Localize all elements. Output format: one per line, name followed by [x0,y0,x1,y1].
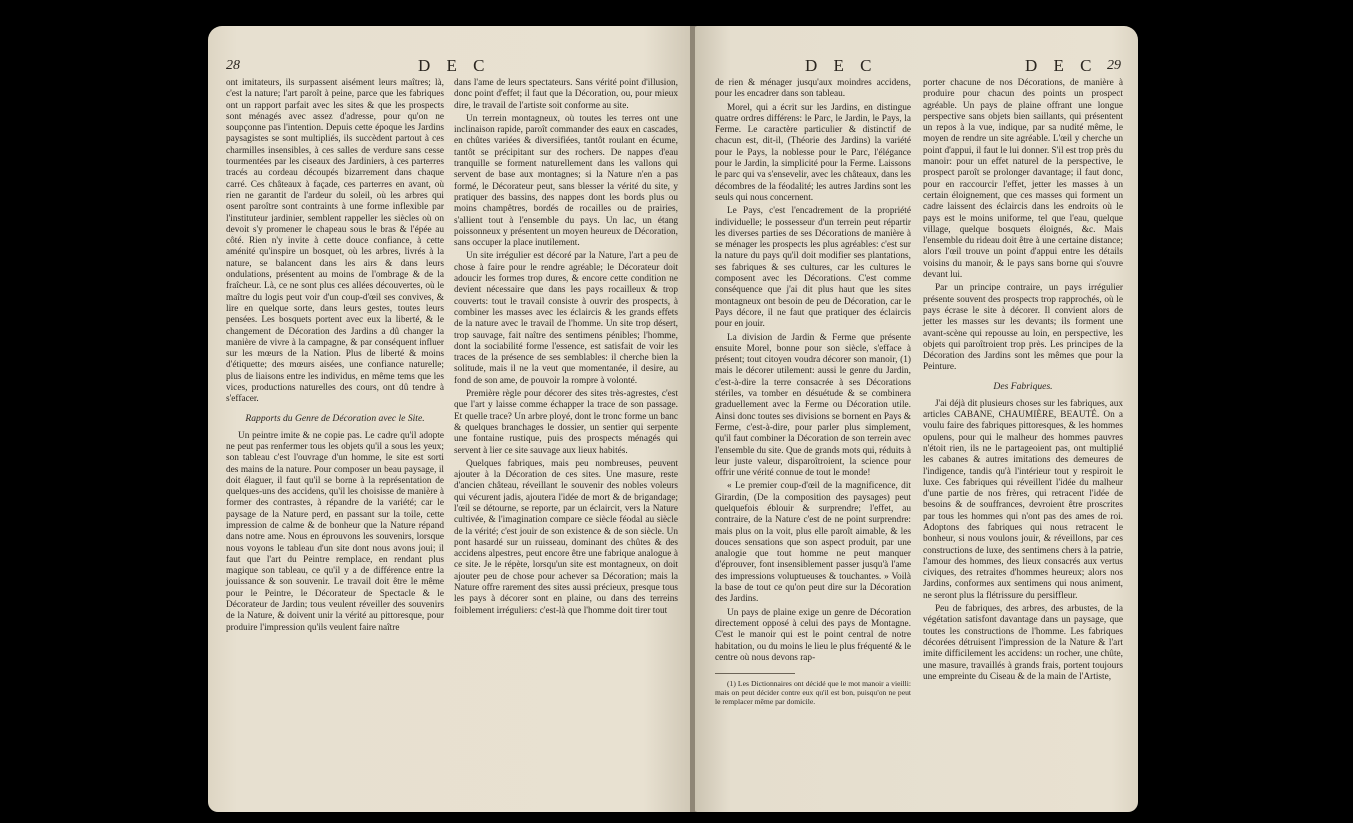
paragraph: Un site irrégulier est décoré par la Nature, l'art a peu de chose à faire pour le rendre agréable; le Décorateur doit adoucir les formes trop dures, & encore cette condition ne devient nécessaire que dans les pays rocailleux & trop couverts: tout le travail consiste à ouvrir des prospects, à combiner les masses avec les éclaircis & les grands effets de la nature avec le travail de l'homme. Un site trop désert, trop sauvage, fait naître des sentimens pénibles; l'homme, dont la sociabilité forme l'essence, est satisfait de voir les traces de la présence de ses semblables: il cherche bien la solitude, mais il ne la veut que momentanée, il desire, au fond de son ame, de pouvoir la rompre à volonté. [454,251,678,386]
paragraph: Première règle pour décorer des sites très-agrestes, c'est que l'art y laisse comme échapper la trace de son passage. Et quelle trace? Un arbre ployé, dont le tronc forme un banc & quelques branchages le dossier, un sentier qui serpente une fontaine rustique, puis des prospects ménagés qui servent à lier ce site sauvage aux lieux habités. [454,389,678,456]
paragraph: La division de Jardin & Ferme que présente ensuite Morel, bonne pour son siècle, s'efface à présent; tout citoyen voudra décorer son manoir, (1) mais le décorer utilement: aussi le genre du Jardin, c'est-à-dire la terre consacrée à ses Décorations stériles, va tomber en désuétude & se combinera graduellement avec la Ferme ou Décoration utile. Ainsi donc toutes ses divisions se bornent en Pays & Ferme, c'est-à-dire, pour parler plus simplement, qu'il faut combiner la Décoration de son terrein avec l'ensemble du site. Que de grands mots qui, réduits à leur juste valeur, disparoîtroient, la science pour offrir une vérité connue de tout le monde! [715,332,911,479]
paragraph: Le Pays, c'est l'encadrement de la propriété individuelle; le possesseur d'un terrein peut répartir les diverses parties de ses Décorations de manière à se ménager les prospects les plus agréables: c'est sur la nature du pays qu'il doit modifier ses plantations, ses fabriques & ses cultures, car les cultures le composent avec les Décorations. C'est comme conséquence que j'ai dit plus haut que les sites montagneux ont besoin de peu de Décoration, car le Pays décore, il ne faut que pratiquer des éclaircis pour en jouir. [715,206,911,330]
paragraph: Un terrein montagneux, où toutes les terres ont une inclinaison rapide, paroît commander des eaux en cascades, en chûtes variées & diversifiées, tantôt roulant en écume, tantôt se précipitant sur des rochers. De nappes d'eau tranquille se forment naturellement dans les vallons qui servent de base aux montagnes; si la Nature n'en a pas formé, le Décorateur peut, sans blesser la vérité du site, y pratiquer des bassins, des nappes dont les bords plus ou moins champêtres, bordés de rocailles ou de prairies, s'allient tout à l'ensemble du pays. Un lac, un étang poissonneux y présentent un moyen heureux de Décoration, sans occuper la place inutilement. [454,113,678,249]
footnote: (1) Les Dictionnaires ont décidé que le mot manoir a vieilli: mais on peut décider contre eux qu'il est bon, puisqu'on ne peut le remplacer même par domicile. [715,679,911,707]
right-page [695,26,1138,812]
left-column-b [454,78,678,619]
paragraph: Par un principe contraire, un pays irrégulier présente souvent des prospects trop rapprochés, où le pays écrase le site à décorer. Il convient alors de jetter les masses sur les devants; ils forment une avant-scène qui repousse au loin, en perspective, les objets qui paroîtroient trop près. Les principes de la Décoration des Jardins sont les mêmes que pour la Peinture. [923,283,1123,373]
right-column-a [715,78,911,708]
left-page [208,26,692,812]
paragraph: J'ai déjà dit plusieurs choses sur les fabriques, aux articles CABANE, CHAUMIÈRE, BEAUTÉ. On a voulu faire des fabriques pittoresques, & les hommes opulens, pour qui le malheur des hommes pauvres n'étoit rien, ils ne le partageoient pas, ont multiplié les cabanes & autres imitations des demeures de l'indigence, tandis qu'à l'intérieur tout y respiroit le luxe. Ces fabriques qui réveillent l'idée du malheur d'une partie de nos frères, qui retracent l'idée de besoins & de souffrances, devroient être proscrites par tous les hommes qui n'ont pas des ames de roi. Adoptons des fabriques qui nous retracent le bonheur, si nous voulons jouir, & réveillons, par ces constructions de luxe, des sentimens chers à la patrie, l'amour des hommes, des lieux consacrés aux vertus civiques, des retraites d'hommes heureux; alors nos Jardins, conformes aux sentimens qui nous animent, ne seront plus la flétrissure du persiffleur. [923,398,1123,601]
paragraph: Un pays de plaine exige un genre de Décoration directement opposé à celui des pays de Montagne. C'est le manoir qui est le point central de notre habitation, ou du moins le lieu le plus fréquenté & le centre où nous devons rap- [715,607,911,663]
page-number: 28 [226,58,240,73]
right-column-b [923,78,1123,685]
paragraph: dans l'ame de leurs spectateurs. Sans vérité point d'illusion, donc point d'effet; il faut que la Décoration, ou, pour mieux dire, le travail de l'artiste soit conforme au site. [454,78,678,111]
footnote-rule [715,673,795,674]
section-heading: Des Fabriques. [993,380,1053,392]
running-header: D E C [805,56,878,75]
book-spread [208,26,1138,812]
running-header: D E C [418,56,491,75]
paragraph: « Le premier coup-d'œil de la magnificence, dit Girardin, (De la composition des paysages) peut quelquefois éblouir & surprendre; l'effet, au contraire, de la Nature c'est de ne point surprendre: mais plus on la voit, plus elle paroît aimable, & les douces sensations que son aspect produit, par une analogie que tout homme ne peut manquer d'éprouver, font insensiblement passer jusqu'à l'ame des impressions voluptueuses & touchantes. » Voilà la base de tout ce qu'on peut dire sur la Décoration des Jardins. [715,481,911,605]
paragraph: Morel, qui a écrit sur les Jardins, en distingue quatre ordres différens: le Parc, le Jardin, le Pays, la Ferme. Le caractère particulier & distinctif de chacun est, dit-il, (Théorie des Jardins) la variété pour le Pays, la noblesse pour le Parc, l'élégance pour le Jardin, la simplicité pour la Ferme. Laissons le parc qui va s'ensevelir, avec les châteaux, dans les décombres de la féodalité; les autres Jardins sont les seuls qui nous concernent. [715,102,911,203]
page-number: 29 [1107,58,1121,73]
running-header: D E C [1025,56,1098,75]
paragraph: porter chacune de nos Décorations, de manière à produire pour chacun des points un prospect agréable. Un pays de plaine offrant une longue perspective sans objets bien saillants, qui présentent un repos à la vue, indique, par sa nudité même, le moyen de rendre un site agréable. L'œil y cherche un point d'appui, il faut le lui donner. S'il est trop près du manoir: pour un effet naturel de la perspective, le prospect paroît se prolonger davantage; il faut donc, pour en raccourcir l'effet, jetter les masses à un certain éloignement, que ces masses qui forment un cadre laissent des éclaircis dans les endroits où le pays est le moins uniforme, tel que l'eau, quelque village, quelque bosquets éloignés, &c. Mais l'ensemble du rideau doit être à une certaine distance; alors l'œil trouve un point d'appui entre les détails voisins du manoir, & le pays sans borne qui s'ouvre devant lui. [923,78,1123,281]
section-heading: Rapports du Genre de Décoration avec le Site. [245,412,425,424]
left-column-a [226,78,444,636]
paragraph: Quelques fabriques, mais peu nombreuses, peuvent ajouter à la Décoration de ces sites. Une masure, reste d'ancien château, réveillant le souvenir des nobles voleurs qui vécurent jadis, ajoutera l'idée de mort & de brigandage; l'œil se détourne, se reporte, par un éclaircit, vers la Nature cultivée, & l'imagination compare ce siècle féodal au siècle de la vérité; c'est jouir de son existence & de son siècle. Un pont hasardé sur un ruisseau, dominant des chûtes & des accidens alpestres, peut encore être une fabrique analogue à ce site. Je le répète, lorsqu'un site est montagneux, on doit ajouter peu de chose pour achever sa Décoration; mais la Nature offre rarement des sites aussi précieux, presque tous les pays à décorer sont en plaine, ou dans des terreins foiblement irréguliers: c'est-là que l'homme doit tirer tout [454,458,678,616]
paragraph: de rien & ménager jusqu'aux moindres accidens, pour les encadrer dans son tableau. [715,78,911,100]
paragraph: Un peintre imite & ne copie pas. Le cadre qu'il adopte ne peut pas renfermer tous les objets qu'il a sous les yeux; son tableau c'est l'ouvrage d'un homme, le site est sorti des mains de la nature. Pour composer un beau paysage, il doit élaguer, il faut qu'il se borne à la représentation de quelques-uns des accidens, qu'il les choisisse de manière à former des contrastes, à répandre de la variété; car le paysage de la Nature perd, en passant sur la toile, cette impression de calme & de bonheur que la Nature répand dans notre ame. Nous en éprouvons les souvenirs, lorsque nous voyons le tableau d'un site dont nous avons joui; il faut que l'art du Peintre remplace, en rendant plus magique son tableau, ce qu'il y a de différence entre la jouissance & son souvenir. Le travail doit être le même pour le Peintre, le Décorateur de Spectacle & le Décorateur de Jardin; tous veulent réveiller des souvenirs de la Nature, & doivent unir la vérité au pittoresque, pour produire l'impression qu'ils veulent faire naître [226,430,444,633]
paragraph: ont imitateurs, ils surpassent aisément leurs maîtres; là, c'est la nature; l'art paroît à peine, parce que les fabriques ont un rapport parfait avec les sites & que les prospects sont ménagés avec assez d'adresse, pour qu'on ne soupçonne pas l'intention. Depuis cette époque les Jardins paysagistes se sont multipliés, ils succèdent partout à ces charmilles insensibles, à ces salles de verdure sans cesse tourmentées par les ciseaux des Jardiniers, à ces parterres tracés au cordeau découpés bizarrement dans chaque carré. Ces châteaux à façade, ces parterres en avant, où rien ne garantit de l'ardeur du soleil, où les arbres qui osent paroître sont contraints à une forme inflexible par l'instituteur jardinier, semblent rappeller les siècles où on devoit s'y promener le chapeau sous le bras & l'épée au côté. Rien n'y invite à cette douce confiance, à cette aménité qu'inspire un bosquet, où les arbres, livrés à la nature, se balancent dans les airs & dans leurs ondulations, présentent au moins de l'ombrage & de la fraîcheur. Là, ce ne sont plus ces allées découvertes, où le maître du logis peut voir d'un coup-d'œil ses convives, & lire en quelque sorte, dans leurs gestes, toutes leurs pensées. Les bosquets portent avec eux la liberté, & le changement de Décoration des Jardins a dû changer la manière de vivre à la campagne, & par conséquent influer sur les mœurs de la Nation. Plus de liberté & moins d'étiquette; des mœurs aisées, une confiance naturelle; plus de liaisons entre les individus, en même tems que les vices, productions naturelles des cours, ont dû tendre à s'effacer. [226,78,444,405]
paragraph: Peu de fabriques, des arbres, des arbustes, de la végétation satisfont davantage dans un paysage, que toutes les constructions de l'homme. Les fabriques décorées détruisent l'impression de la Nature & l'art imite difficilement les accidens: un rocher, une chûte, une masure, travaillés à grands frais, portent toujours une empreinte du Ciseau & de la main de l'Artiste, [923,604,1123,682]
